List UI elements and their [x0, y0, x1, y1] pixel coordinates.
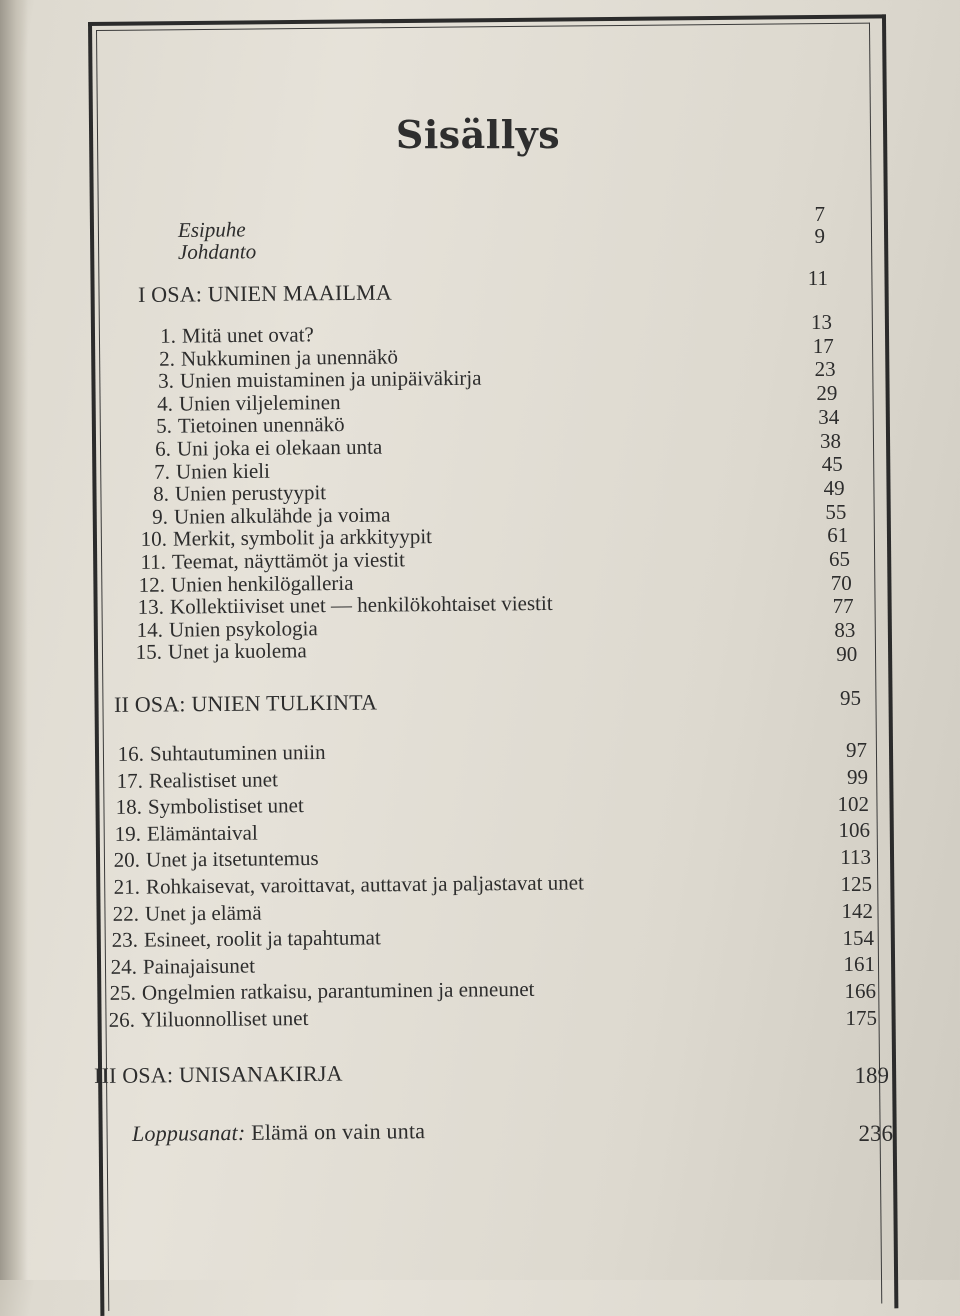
toc-page-number: 175: [845, 1006, 877, 1030]
chapter-entry: 9. Unien alkulähde ja voima: [152, 502, 391, 529]
chapter-entry: 2. Nukkuminen ja unennäkö: [159, 344, 399, 371]
chapter-entry: 3. Unien muistaminen ja unipäiväkirja: [158, 365, 482, 393]
part-heading: I OSA: UNIEN MAAILMA: [137, 279, 393, 307]
chapter-entry: 10. Merkit, symbolit ja arkkityypit: [140, 524, 433, 552]
chapter-entry: 18. Symbolistiset unet: [115, 793, 305, 820]
chapter-entry: 16. Suhtautuminen uniin: [117, 739, 326, 766]
toc-page-number: 65: [829, 547, 850, 571]
chapter-entry: 21. Rohkaisevat, varoittavat, auttavat ja paljastavat unet: [113, 870, 584, 899]
toc-page-number: 142: [841, 898, 873, 923]
chapter-entry: 19. Elämäntaival: [114, 820, 259, 846]
toc-page-number: 23: [814, 357, 836, 382]
chapter-entry: 6. Uni joka ei olekaan unta: [155, 434, 383, 461]
toc-page-number: 154: [842, 925, 874, 950]
toc-page-number: 70: [830, 570, 852, 595]
chapter-entry: 25. Ongelmien ratkaisu, parantuminen ja enneunet: [109, 977, 535, 1006]
toc-page-number: 236: [858, 1121, 893, 1146]
part-heading: II OSA: UNIEN TULKINTA: [113, 689, 378, 717]
toc-page-number: 7: [814, 202, 825, 226]
chapter-entry: 7. Unien kieli: [154, 458, 271, 484]
toc-page-number: 90: [836, 641, 858, 666]
toc-page-number: 83: [834, 618, 856, 643]
toc-page-number: 9: [814, 224, 825, 248]
toc-page-number: 61: [827, 523, 849, 548]
chapter-entry: 22. Unet ja elämä: [112, 900, 262, 926]
chapter-entry: 12. Unien henkilögalleria: [138, 570, 354, 597]
page-title: Sisällys: [395, 112, 561, 157]
chapter-entry: 14. Unien psykologia: [136, 615, 318, 642]
chapter-entry: 1. Mitä unet ovat?: [160, 322, 314, 348]
toc-page-number: 161: [843, 952, 875, 977]
chapter-entry: 11. Teemat, näyttämöt ja viestit: [140, 547, 406, 574]
toc-page-number: 97: [846, 738, 867, 762]
chapter-entry: 20. Unet ja itsetuntemus: [114, 846, 320, 873]
toc-front-item-label: Johdanto: [177, 239, 257, 264]
toc-page-number: 166: [844, 979, 876, 1004]
toc-page-number: 77: [832, 594, 854, 619]
toc-page-number: 125: [840, 872, 872, 896]
chapter-entry: 5. Tietoinen unennäkö: [156, 412, 345, 439]
toc-page-number: 17: [812, 333, 834, 358]
part-heading: III OSA: UNISANAKIRJA: [93, 1060, 343, 1088]
toc-page-number: 38: [820, 428, 841, 453]
toc-page-number: 49: [823, 475, 845, 500]
afterword-entry: Loppusanat: Elämä on vain unta: [131, 1118, 426, 1146]
toc-page-number: 102: [837, 791, 869, 816]
toc-front-item-label: Esipuhe: [177, 217, 246, 242]
chapter-entry: 4. Unien viljeleminen: [157, 389, 341, 416]
toc-page-number: 106: [838, 818, 870, 843]
toc-page-number: 95: [840, 686, 861, 710]
chapter-entry: 26. Yliluonnolliset unet: [108, 1005, 309, 1032]
page-gutter-shadow: [0, 0, 28, 1280]
toc-page-number: 29: [816, 381, 838, 406]
toc-page-number: 189: [854, 1063, 889, 1088]
toc-page-number: 55: [825, 499, 847, 524]
chapter-entry: 8. Unien perustyypit: [153, 480, 327, 506]
toc-page-number: 13: [811, 310, 832, 334]
chapter-entry: 24. Painajaisunet: [110, 953, 255, 979]
chapter-entry: 17. Realistiset unet: [116, 766, 279, 793]
toc-page-number: 45: [821, 452, 843, 477]
chapter-entry: 23. Esineet, roolit ja tapahtumat: [111, 925, 381, 953]
toc-page-number: 113: [840, 845, 871, 870]
toc-page-number: 34: [818, 404, 840, 429]
chapter-entry: 13. Kollektiiviset unet — henkilökohtaiset viestit: [137, 591, 553, 620]
toc-page-number: 99: [847, 764, 868, 789]
toc-page-number: 11: [807, 266, 828, 290]
chapter-entry: 15. Unet ja kuolema: [135, 638, 307, 665]
